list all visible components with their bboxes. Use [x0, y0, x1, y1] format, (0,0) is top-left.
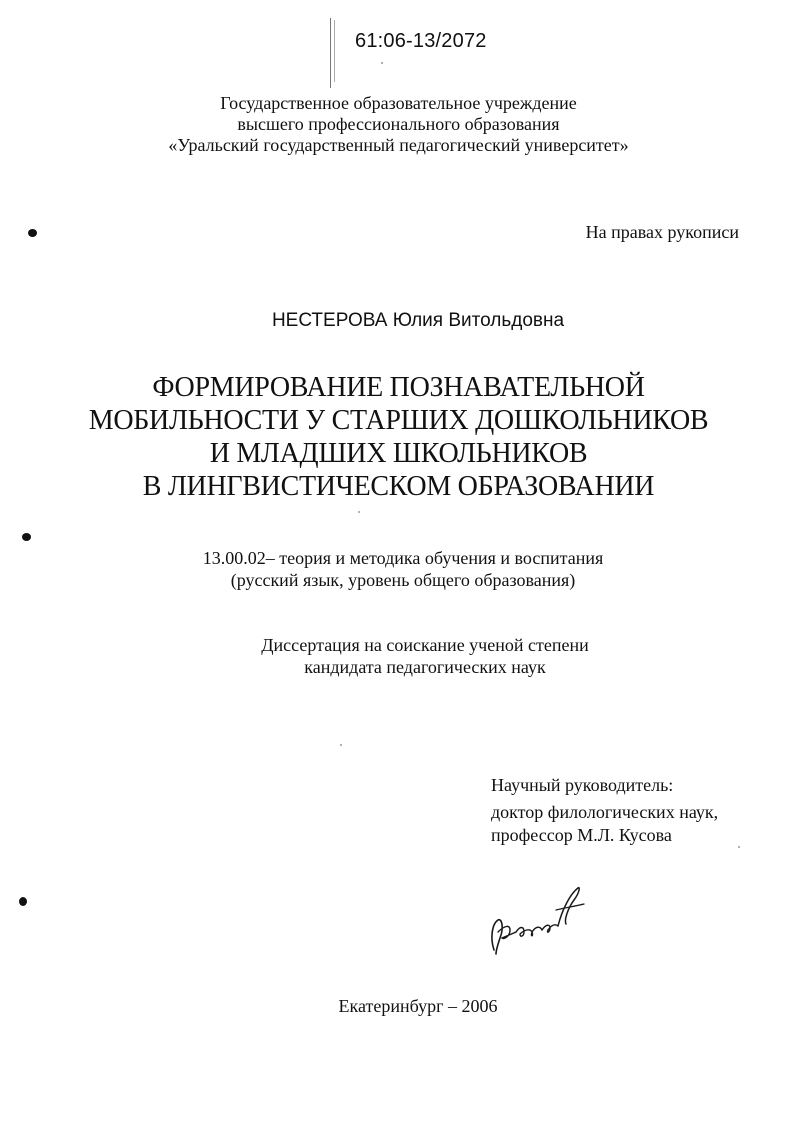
binding-hole-mark	[19, 897, 27, 906]
handwritten-signature	[480, 880, 590, 960]
institution-block	[0, 93, 797, 156]
institution-line: Государственное образовательное учреждение	[220, 93, 577, 113]
scan-artifact-line	[330, 18, 331, 88]
title-line: И МЛАДШИХ ШКОЛЬНИКОВ	[209, 438, 588, 469]
degree-line: кандидата педагогических наук	[304, 657, 546, 677]
catalog-number: 61:06-13/2072	[355, 30, 487, 52]
city-year: Екатеринбург – 2006	[338, 996, 498, 1016]
institution-line: высшего профессионального образования	[237, 114, 560, 134]
specialty-line: (русский язык, уровень общего образования)	[230, 570, 576, 590]
supervisor-label: Научный руководитель:	[491, 775, 674, 795]
degree-line: Диссертация на соискание ученой степени	[261, 635, 589, 655]
specialty-line: 13.00.02– теория и методика обучения и воспитания	[202, 548, 604, 568]
scan-speck	[358, 511, 360, 513]
institution-line: «Уральский государственный педагогический университет»	[168, 135, 629, 155]
scan-speck	[738, 846, 740, 848]
degree-block	[0, 634, 797, 678]
title-line: МОБИЛЬНОСТИ У СТАРШИХ ДОШКОЛЬНИКОВ	[88, 405, 709, 436]
scan-artifact-line	[334, 20, 335, 82]
specialty-block	[0, 547, 797, 591]
title-line: ФОРМИРОВАНИЕ ПОЗНАВАТЕЛЬНОЙ	[152, 372, 645, 403]
binding-hole-mark	[22, 533, 31, 541]
scan-speck	[340, 744, 342, 746]
binding-hole-mark	[28, 229, 37, 237]
dissertation-title	[0, 371, 797, 503]
title-line: В ЛИНГВИСТИЧЕСКОМ ОБРАЗОВАНИИ	[142, 471, 655, 502]
scan-speck	[381, 62, 383, 64]
supervisor-degree: доктор филологических наук,	[491, 802, 719, 822]
author-name: НЕСТЕРОВА Юлия Витольдовна	[271, 310, 565, 331]
rights-note: На правах рукописи	[585, 222, 739, 242]
supervisor-name: профессор М.Л. Кусова	[491, 825, 672, 845]
